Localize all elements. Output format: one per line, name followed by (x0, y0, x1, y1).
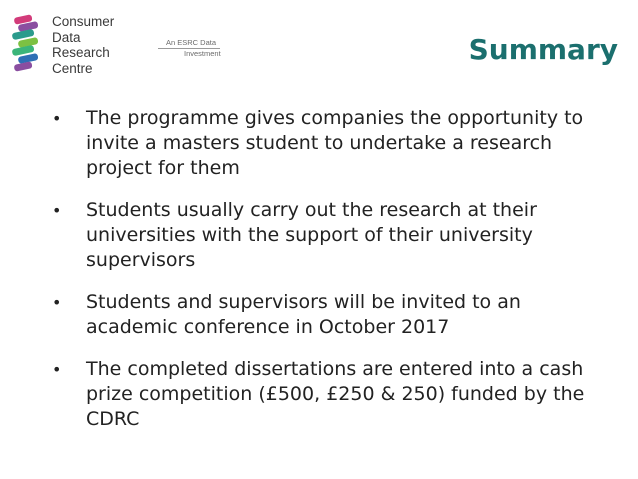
bullet-dot-icon: • (52, 201, 62, 220)
logo-line: Data (52, 29, 81, 45)
bullet-dot-icon: • (52, 293, 62, 312)
esrc-badge (158, 38, 226, 62)
bullet-item (52, 290, 612, 340)
bullet-item (52, 198, 612, 273)
logo-line: Consumer (52, 14, 115, 29)
bullet-text: Students and supervisors will be invited to an academic conference in October 2017 (86, 291, 521, 338)
bullet-item (52, 106, 612, 181)
bullet-dot-icon: • (52, 109, 62, 128)
bullet-dot-icon: • (52, 360, 62, 379)
cdrc-logo-text (52, 14, 114, 76)
esrc-line-1: An ESRC Data (166, 38, 217, 47)
bullet-text: Students usually carry out the research at their universities with the support of their university supervisors (86, 199, 537, 271)
bullet-list (52, 106, 612, 432)
bullet-item (52, 357, 612, 432)
esrc-line-2: Investment (184, 49, 221, 58)
logo-line: Research (52, 45, 110, 60)
bullet-text: The completed dissertations are entered into a cash prize competition (£500, £250 & 250) funded by the CDRC (86, 358, 585, 430)
cdrc-logo-mark-icon (12, 14, 42, 76)
bullet-text: The programme gives companies the opportunity to invite a masters student to undertake a research project for them (86, 107, 584, 179)
logo-line: Centre (52, 60, 93, 76)
slide-title: Summary (468, 33, 618, 66)
cdrc-logo (12, 14, 152, 78)
